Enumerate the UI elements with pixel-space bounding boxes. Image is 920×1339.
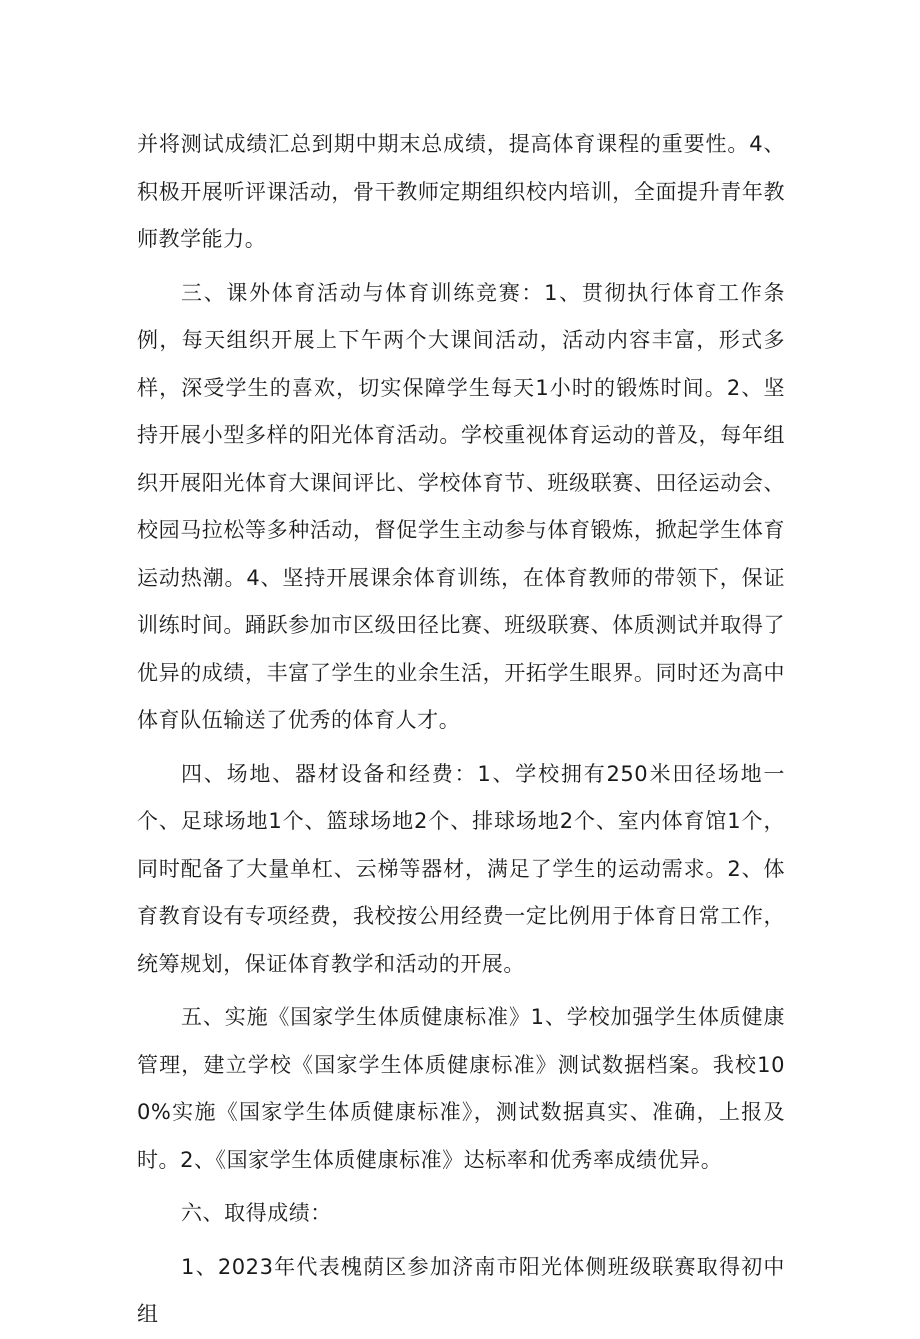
paragraph-facilities-funding: 四、场地、器材设备和经费：1、学校拥有250米田径场地一个、足球场地1个、篮球场地2个、排球场地2个、室内体育馆1个，同时配备了大量单杠、云梯等器材，满足了学生的运动需求。2、体育教育设有专项经费，我校按公用经费一定比例用于体育日常工作，统筹规划，保证体育教学和活动的开展。: [137, 761, 785, 976]
section-heading-achievements: 六、取得成绩：: [181, 1201, 332, 1225]
achievement-item-1: 1、2023年代表槐荫区参加济南市阳光体侧班级联赛取得初中组: [137, 1254, 785, 1326]
document-body: [137, 121, 785, 1339]
paragraph-health-standards: 五、实施《国家学生体质健康标准》1、学校加强学生体质健康管理，建立学校《国家学生体质健康标准》测试数据档案。我校100%实施《国家学生体质健康标准》，测试数据真实、准确，上报及时。2、《国家学生体质健康标准》达标率和优秀率成绩优异。: [137, 1005, 785, 1172]
paragraph-extracurricular-activities: 三、课外体育活动与体育训练竞赛：1、贯彻执行体育工作条例，每天组织开展上下午两个大课间活动，活动内容丰富，形式多样，深受学生的喜欢，切实保障学生每天1小时的锻炼时间。2、坚持开展小型多样的阳光体育活动。学校重视体育运动的普及，每年组织开展阳光体育大课间评比、学校体育节、班级联赛、田径运动会、校园马拉松等多种活动，督促学生主动参与体育锻炼，掀起学生体育运动热潮。4、坚持开展课余体育训练，在体育教师的带领下，保证训练时间。踊跃参加市区级田径比赛、班级联赛、体质测试并取得了优异的成绩，丰富了学生的业余生活，开拓学生眼界。同时还为高中体育队伍输送了优秀的体育人才。: [137, 280, 785, 732]
paragraph-continued-teaching: 并将测试成绩汇总到期中期末总成绩，提高体育课程的重要性。4、积极开展听评课活动，骨干教师定期组织校内培训，全面提升青年教师教学能力。: [137, 132, 785, 251]
